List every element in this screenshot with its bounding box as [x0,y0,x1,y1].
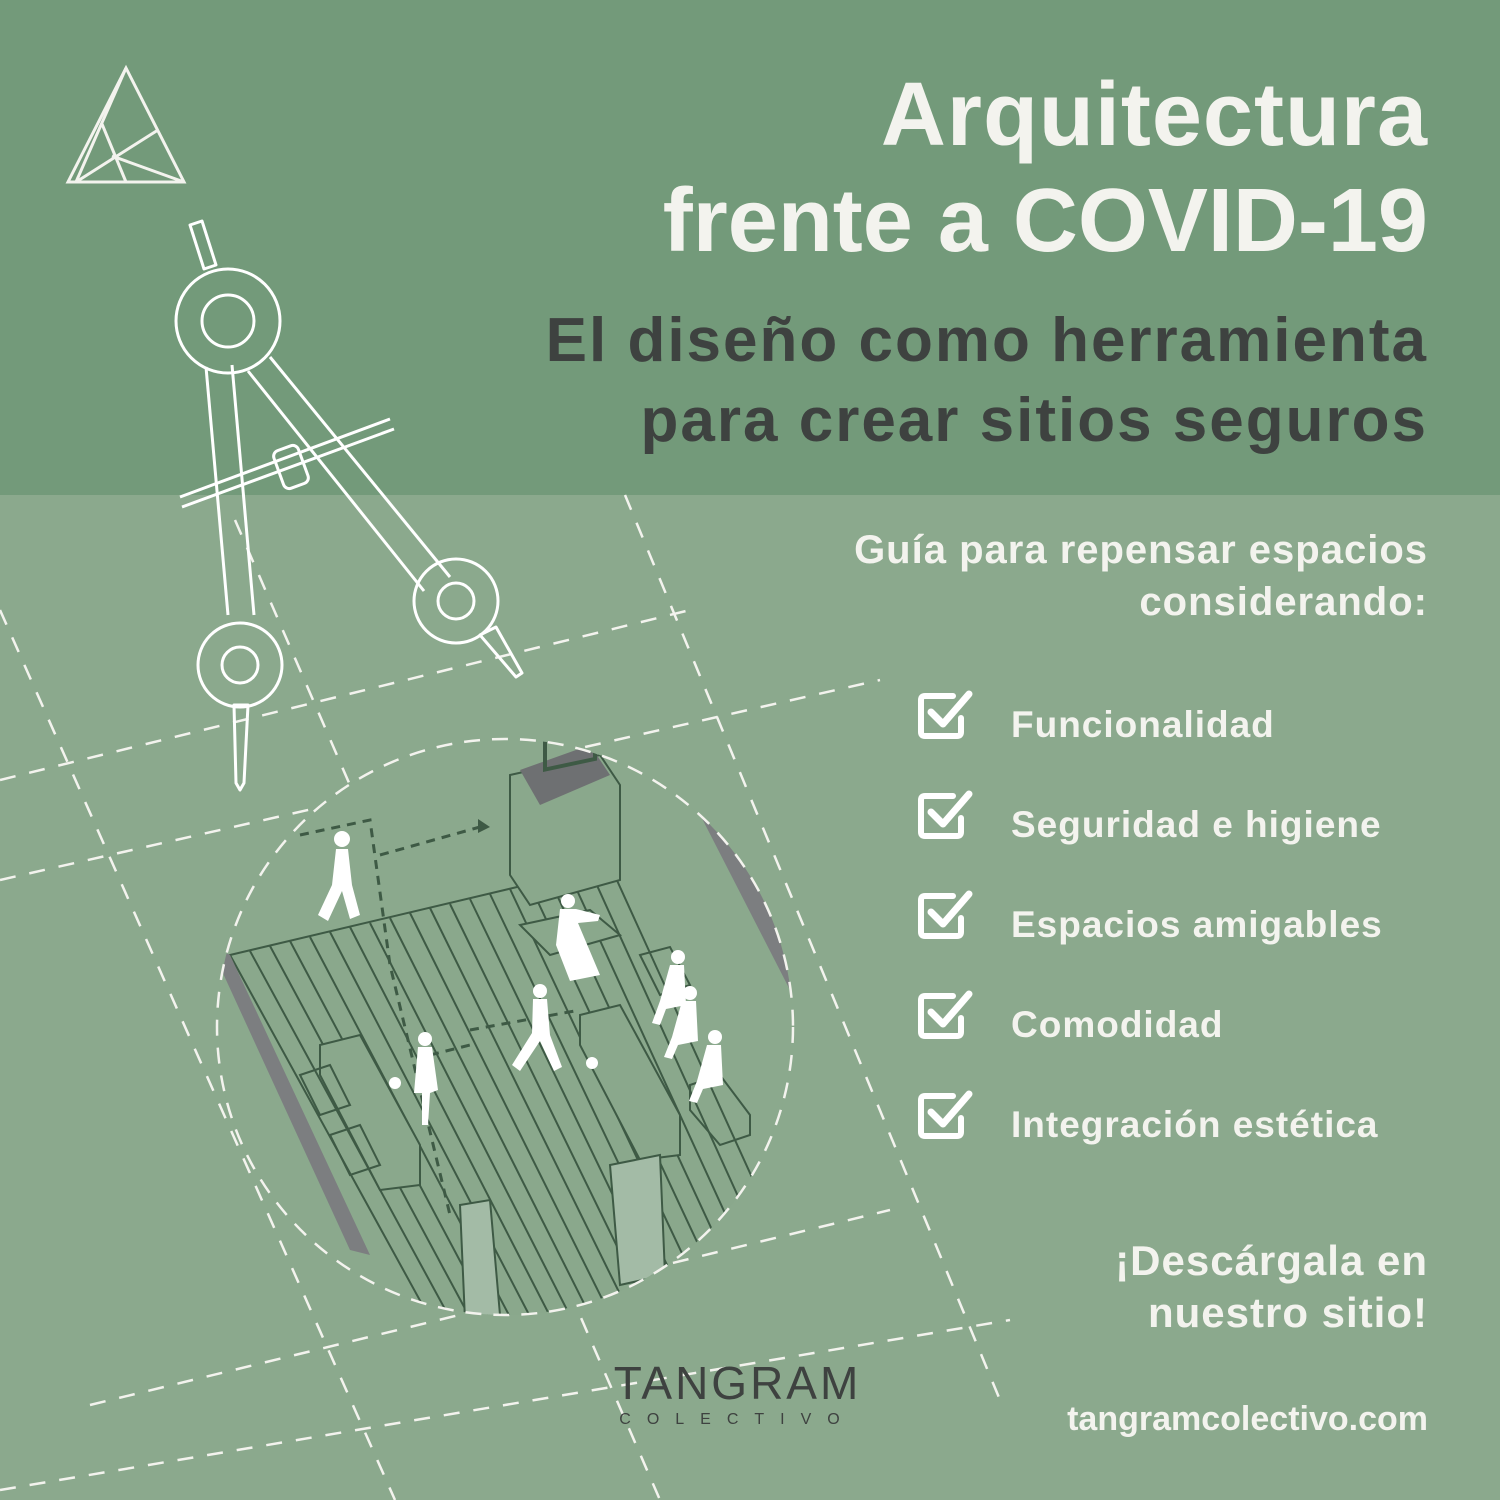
headline-line-1: Arquitectura [880,65,1428,165]
subtitle-line-1: El diseño como herramienta [545,306,1428,375]
checklist-item [915,880,1455,980]
intro-line-1: Guía para repensar espacios [854,528,1428,572]
checklist-label: Funcionalidad [1011,704,1275,745]
checkbox-check-icon [915,1088,975,1142]
intro-line-2: considerando: [1139,580,1428,624]
checkbox-check-icon [915,688,975,742]
checklist-item [915,780,1455,880]
checklist-label: Integración estética [1011,1104,1379,1145]
checklist-item [915,1080,1455,1180]
drafting-compass-icon [170,215,530,795]
checkbox-check-icon [915,888,975,942]
brand-subtitle: COLECTIVO [619,1411,856,1428]
checklist [915,680,1455,1180]
website-link[interactable]: tangramcolectivo.com [1067,1400,1428,1438]
checklist-label: Comodidad [1011,1004,1224,1045]
checklist-item [915,980,1455,1080]
subtitle-line-2: para crear sitios seguros [640,386,1428,455]
checklist-label: Espacios amigables [1011,904,1383,945]
headline-line-2: frente a COVID-19 [662,171,1428,271]
brand-name: TANGRAM [613,1357,862,1409]
checklist-label: Seguridad e higiene [1011,804,1382,845]
checkbox-check-icon [915,788,975,842]
checkbox-check-icon [915,988,975,1042]
cta-line-1: ¡Descárgala en [1115,1237,1428,1284]
cta-line-2: nuestro sitio! [1147,1289,1428,1336]
triangle-logo-icon [64,64,188,186]
checklist-item [915,680,1455,780]
room-illustration [190,715,820,1335]
